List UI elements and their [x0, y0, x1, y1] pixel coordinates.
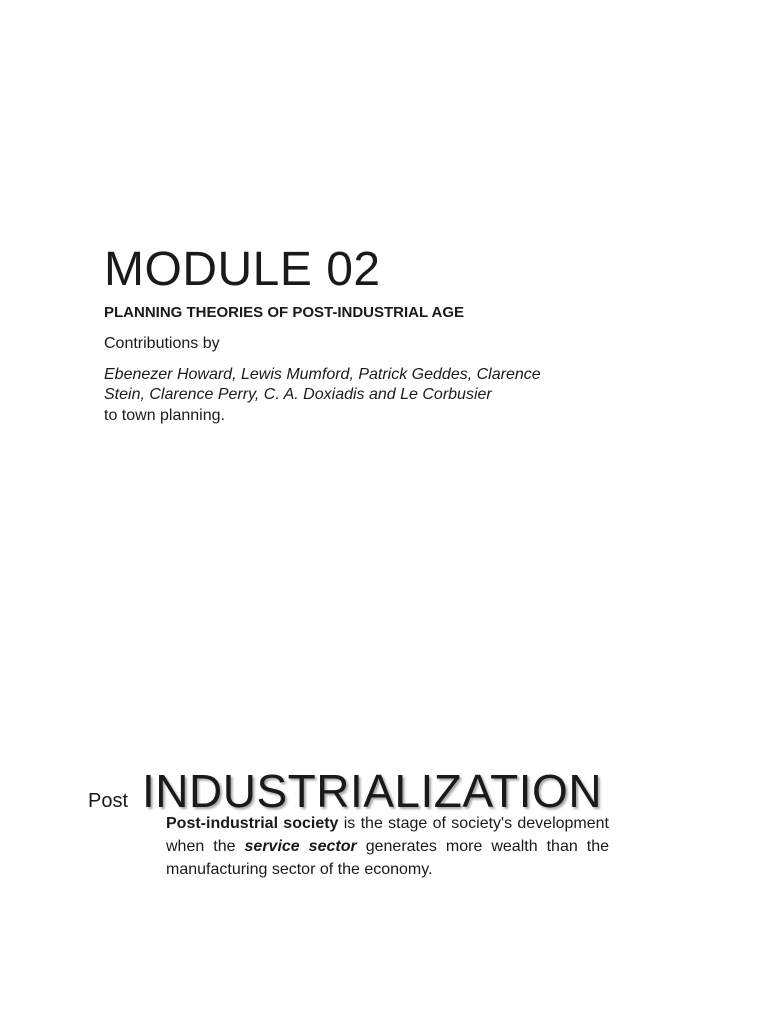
section-heading: [88, 764, 648, 818]
definition-text-1: is the stage of society's development when the: [166, 815, 610, 855]
definition-term: Post-industrial society: [166, 815, 339, 832]
contributors-list: Ebenezer Howard, Lewis Mumford, Patrick Geddes, Clarence Stein, Clarence Perry, C. A. Doxiadis and Le Corbusier: [104, 366, 541, 403]
module-title: MODULE 02: [104, 243, 381, 296]
module-subtitle: PLANNING THEORIES OF POST-INDUSTRIAL AGE: [104, 304, 465, 321]
definition-text-2: generates more wealth than the manufacturing sector of the economy.: [166, 838, 609, 878]
contributions-tail: to town planning.: [104, 407, 225, 424]
module-block: [104, 240, 704, 427]
contributions-label: Contributions by: [104, 335, 220, 352]
heading-main: INDUSTRIALIZATION: [142, 765, 603, 817]
definition-paragraph: [166, 812, 609, 881]
heading-prefix: Post: [88, 790, 129, 812]
definition-emphasis: service sector: [244, 838, 357, 855]
